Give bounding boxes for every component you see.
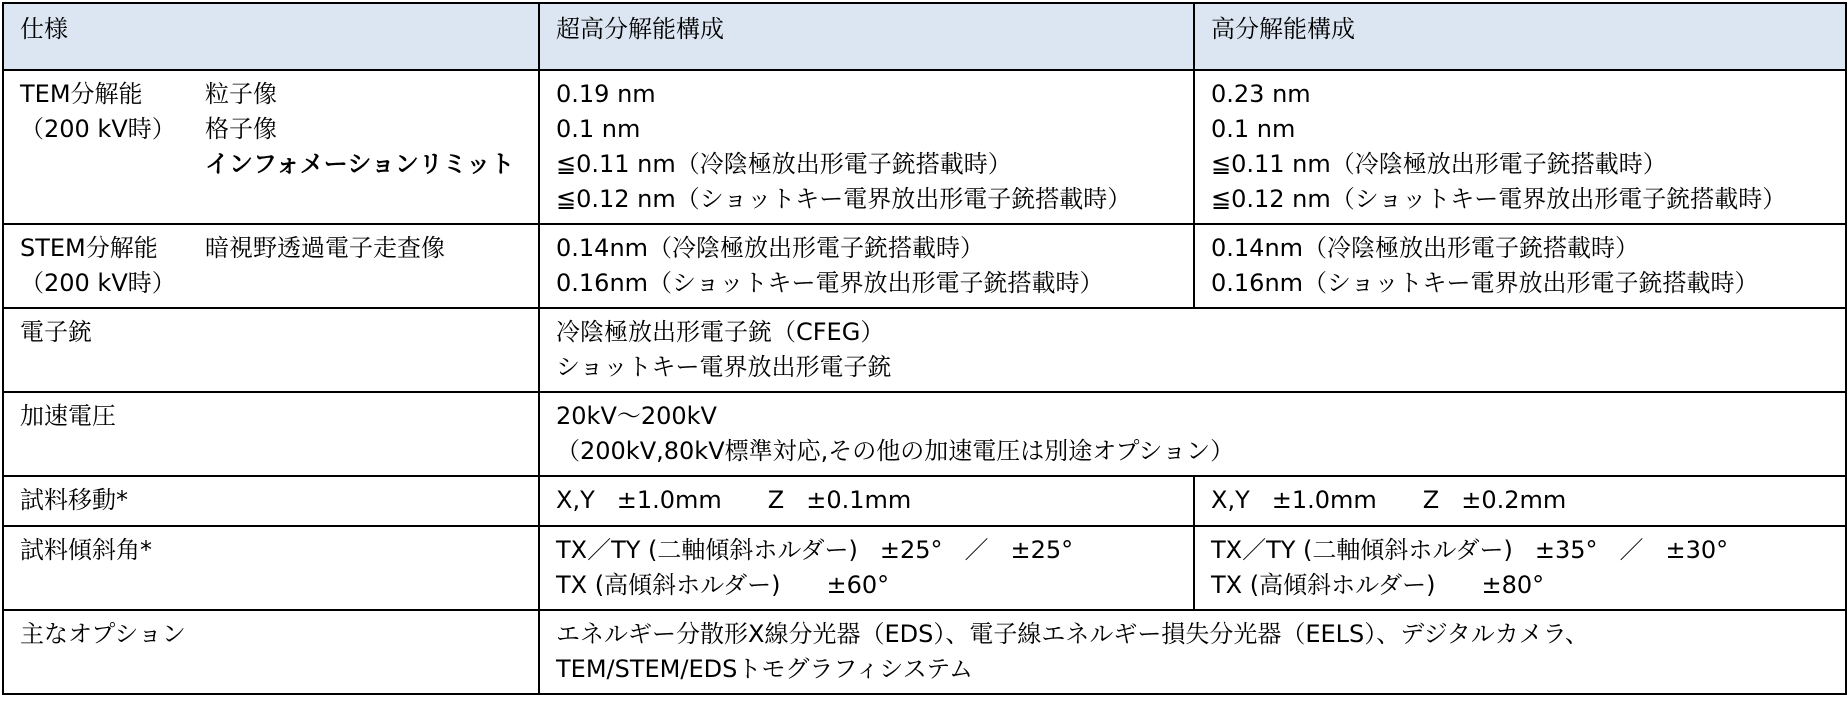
tilt-high-separator: ／ <box>1619 536 1644 564</box>
row-specimen-movement <box>3 476 1846 526</box>
row-main-options <box>3 610 1846 694</box>
tilt-ultra-tx: ±25° <box>879 536 943 564</box>
tilt-high-ty: ±30° <box>1665 536 1729 564</box>
movement-ultra-z-value: ±0.1mm <box>806 486 912 514</box>
row-specimen-tilt <box>3 526 1846 610</box>
tilt-ultra-double-holder: TX／TY (二軸傾斜ホルダー) <box>556 536 858 564</box>
main-options-label: 主なオプション <box>3 610 539 694</box>
tilt-ultra-line1 <box>556 533 1177 568</box>
tem-ultra-particle: 0.19 nm <box>556 80 656 108</box>
header-spec: 仕様 <box>3 3 539 70</box>
stem-resolution-ultra <box>539 224 1194 308</box>
tem-resolution-label <box>3 70 201 224</box>
tilt-ultra-separator: ／ <box>964 536 989 564</box>
stem-ultra-cfeg: 0.14nm（冷陰極放出形電子銃搭載時） <box>556 234 985 262</box>
acceleration-voltage-label: 加速電圧 <box>3 392 539 476</box>
spec-table <box>2 2 1847 695</box>
movement-high-xy: X,Y <box>1211 486 1250 514</box>
movement-high-z-value: ±0.2mm <box>1461 486 1567 514</box>
movement-ultra-xy-value: ±1.0mm <box>616 486 722 514</box>
tem-high-info-limit-schottky: ≦0.12 nm（ショットキー電界放出形電子銃搭載時） <box>1211 185 1787 213</box>
main-options-line2: TEM/STEM/EDSトモグラフィシステム <box>556 655 974 683</box>
row-stem-resolution <box>3 224 1846 308</box>
movement-ultra-xy: X,Y <box>556 486 595 514</box>
movement-ultra-z: Z <box>767 486 785 514</box>
electron-gun-values <box>539 308 1846 392</box>
tilt-ultra-line2 <box>556 568 1177 603</box>
specimen-tilt-ultra <box>539 526 1194 610</box>
tem-ultra-lattice: 0.1 nm <box>556 115 641 143</box>
movement-high-xy-value: ±1.0mm <box>1271 486 1377 514</box>
main-options-values <box>539 610 1846 694</box>
movement-high-z: Z <box>1422 486 1440 514</box>
stem-resolution-label <box>3 224 201 308</box>
tem-high-info-limit-cfeg: ≦0.11 nm（冷陰極放出形電子銃搭載時） <box>1211 150 1667 178</box>
tilt-high-line2 <box>1211 568 1829 603</box>
header-high-resolution: 高分解能構成 <box>1194 3 1846 70</box>
stem-high-schottky: 0.16nm（ショットキー電界放出形電子銃搭載時） <box>1211 269 1759 297</box>
electron-gun-cfeg: 冷陰極放出形電子銃（CFEG） <box>556 318 885 346</box>
stem-ultra-schottky: 0.16nm（ショットキー電界放出形電子銃搭載時） <box>556 269 1104 297</box>
specimen-movement-high <box>1194 476 1846 526</box>
tilt-high-high-tx: ±80° <box>1481 571 1545 599</box>
row-tem-resolution <box>3 70 1846 224</box>
tilt-high-high-holder: TX (高傾斜ホルダー) <box>1211 571 1436 599</box>
header-ultra-high-resolution: 超高分解能構成 <box>539 3 1194 70</box>
sublabel-information-limit: インフォメーションリミット <box>205 150 515 178</box>
tem-resolution-label-line2: （200 kV時） <box>20 115 176 143</box>
tilt-high-line1 <box>1211 533 1829 568</box>
main-options-line1: エネルギー分散形X線分光器（EDS）、電子線エネルギー損失分光器（EELS）、デジタルカメラ、 <box>556 620 1589 648</box>
tem-resolution-sublabels <box>201 70 539 224</box>
tem-resolution-label-line1: TEM分解能 <box>20 80 143 108</box>
tem-ultra-info-limit-cfeg: ≦0.11 nm（冷陰極放出形電子銃搭載時） <box>556 150 1012 178</box>
stem-resolution-label-line2: （200 kV時） <box>20 269 176 297</box>
stem-resolution-label-line1: STEM分解能 <box>20 234 158 262</box>
stem-resolution-high <box>1194 224 1846 308</box>
acceleration-voltage-range: 20kV～200kV <box>556 402 717 430</box>
tilt-ultra-high-tx: ±60° <box>826 571 890 599</box>
specimen-tilt-label: 試料傾斜角* <box>3 526 539 610</box>
stem-high-cfeg: 0.14nm（冷陰極放出形電子銃搭載時） <box>1211 234 1640 262</box>
specimen-movement-label: 試料移動* <box>3 476 539 526</box>
row-acceleration-voltage <box>3 392 1846 476</box>
sublabel-particle-image: 粒子像 <box>205 80 277 108</box>
tilt-high-double-holder: TX／TY (二軸傾斜ホルダー) <box>1211 536 1513 564</box>
specimen-tilt-high <box>1194 526 1846 610</box>
tem-high-lattice: 0.1 nm <box>1211 115 1296 143</box>
header-row <box>3 3 1846 70</box>
sublabel-lattice-image: 格子像 <box>205 115 277 143</box>
acceleration-voltage-values <box>539 392 1846 476</box>
tem-resolution-ultra <box>539 70 1194 224</box>
tilt-ultra-high-holder: TX (高傾斜ホルダー) <box>556 571 781 599</box>
row-electron-gun <box>3 308 1846 392</box>
electron-gun-schottky: ショットキー電界放出形電子銃 <box>556 353 892 381</box>
tem-ultra-info-limit-schottky: ≦0.12 nm（ショットキー電界放出形電子銃搭載時） <box>556 185 1132 213</box>
acceleration-voltage-note: （200kV,80kV標準対応,その他の加速電圧は別途オプション） <box>556 437 1235 465</box>
electron-gun-label: 電子銃 <box>3 308 539 392</box>
stem-resolution-sublabel: 暗視野透過電子走査像 <box>201 224 539 308</box>
tilt-ultra-ty: ±25° <box>1010 536 1074 564</box>
tem-resolution-high <box>1194 70 1846 224</box>
tilt-high-tx: ±35° <box>1534 536 1598 564</box>
specimen-movement-ultra <box>539 476 1194 526</box>
tem-high-particle: 0.23 nm <box>1211 80 1311 108</box>
